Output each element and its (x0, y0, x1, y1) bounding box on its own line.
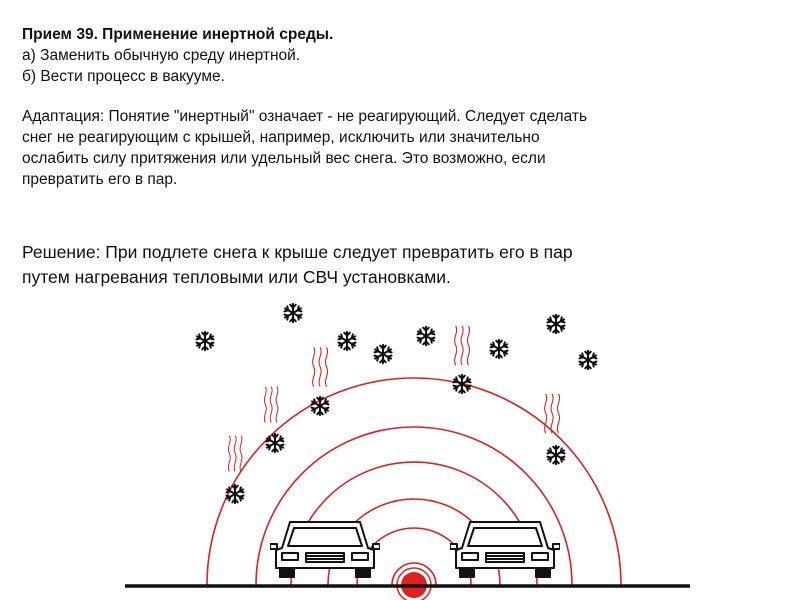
adaptation-line-4: превратить его в пар. (22, 171, 178, 188)
snowflake-icon (490, 340, 507, 358)
option-b: б) Вести процесс в вакууме. (22, 68, 225, 85)
snowflake-icon (338, 332, 355, 350)
snowflake-icon (453, 375, 470, 393)
steam-wisps-icon (228, 436, 242, 472)
solution-line-2: путем нагревания тепловыми или СВЧ установками. (22, 267, 451, 287)
snowflake-icon (196, 332, 213, 350)
adaptation-line-1: Адаптация: Понятие "инертный" означает - не реагирующий. Следует сделать (22, 108, 588, 125)
car-front-icon (270, 522, 380, 577)
option-a: а) Заменить обычную среду инертной. (22, 47, 301, 64)
heat-source-icon (397, 568, 431, 600)
steam-wisps-icon (264, 387, 278, 423)
adaptation-line-3: ослабить силу притяжения или удельный вес снега. Это возможно, если (22, 150, 546, 167)
snowflake-icon (226, 485, 243, 503)
snowflake-icon (547, 446, 564, 464)
snowflake-icon (284, 304, 301, 322)
snowflake-icon (547, 315, 564, 333)
radiation-waves (207, 378, 621, 585)
steam-wisps-icon (545, 394, 560, 433)
adaptation-line-2: снег не реагирующим с крышей, например, исключить или значительно (22, 129, 540, 146)
car-front-icon (450, 522, 560, 577)
wave-6 (207, 378, 621, 585)
snowflake-icon (579, 351, 596, 369)
snowflake-icon (374, 345, 391, 363)
snowflake-icon (266, 434, 283, 452)
snowflake-icon (417, 327, 434, 345)
snowflake-icon (311, 397, 328, 415)
steam-wisps-icon (313, 347, 328, 386)
steam-wisps-icon (455, 326, 470, 365)
solution-line-1: Решение: При подлете снега к крыше следует превратить его в пар (22, 242, 573, 262)
slide-title: Прием 39. Применение инертной среды. (22, 26, 334, 43)
